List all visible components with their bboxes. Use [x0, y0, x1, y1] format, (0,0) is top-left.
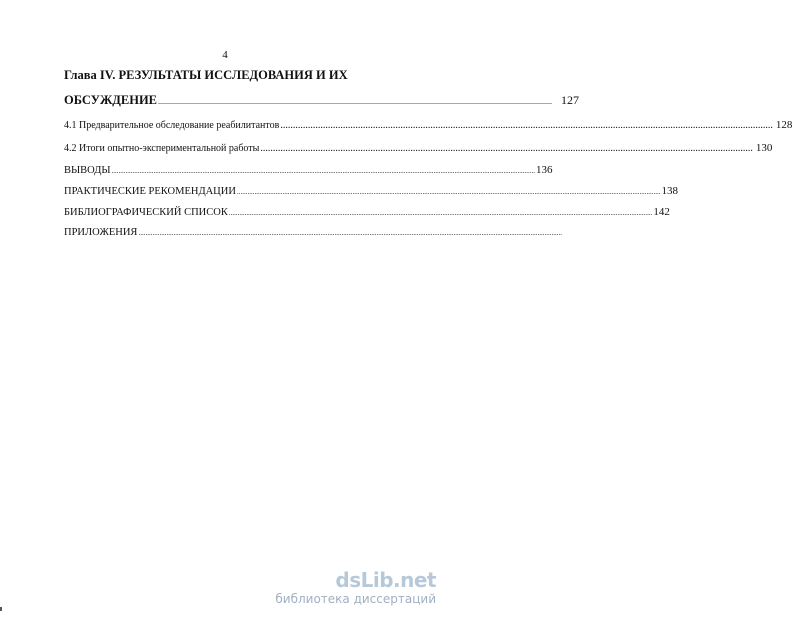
toc-entry-chapter	[64, 93, 580, 108]
toc-entry	[64, 185, 678, 197]
toc-entry-page: 128	[775, 119, 792, 131]
toc-entry	[64, 206, 670, 218]
toc-entry-label: ПРИЛОЖЕНИЯ	[64, 227, 138, 238]
toc-entry	[64, 142, 773, 154]
watermark-logo: dsLib.net	[335, 568, 436, 592]
toc-entry-page: 136	[536, 164, 553, 176]
toc-entry-label: ПРАКТИЧЕСКИЕ РЕКОМЕНДАЦИИ	[64, 186, 236, 197]
toc-entry	[64, 164, 553, 176]
toc-entry	[64, 227, 562, 238]
toc-entry-label: БИБЛИОГРАФИЧЕСКИЙ СПИСОК	[64, 207, 228, 218]
dot-leader: ..................................................................................................................................................................................................................................................	[138, 229, 562, 237]
dot-leader: .....................................................................................................................................................................................................	[158, 97, 553, 106]
scan-mark	[0, 607, 2, 611]
toc-entry-label: 4.2 Итоги опытно-экспериментальной работы	[64, 143, 260, 154]
chapter-page-number: 127	[561, 93, 580, 107]
watermark-subtitle: библиотека диссертаций	[275, 592, 436, 606]
toc-entry-page: 138	[661, 185, 678, 197]
dot-leader: .....................................................................................................................................................................................................	[280, 120, 773, 131]
toc-entry-label: ВЫВОДЫ	[64, 165, 111, 176]
watermark	[275, 568, 442, 612]
toc-entry-page: 142	[653, 206, 670, 218]
page-number: 4	[222, 49, 228, 61]
dot-leader: ..................................................................................................................................................................................................................................................	[111, 167, 536, 175]
toc-entry-page: 130	[755, 142, 773, 154]
toc-entry-label: 4.1 Предварительное обследование реабилитантов	[64, 120, 280, 131]
chapter-title-line1: Глава IV. РЕЗУЛЬТАТЫ ИССЛЕДОВАНИЯ И ИХ	[64, 68, 348, 82]
toc-entry	[64, 119, 792, 131]
dot-leader: ..................................................................................................................................................................................................................................................	[236, 188, 661, 196]
chapter-title-line2: ОБСУЖДЕНИЕ	[64, 93, 158, 107]
table-of-contents	[64, 66, 792, 238]
dot-leader: .....................................................................................................................................................................................................	[260, 143, 753, 154]
dot-leader: ..................................................................................................................................................................................................................................................	[228, 209, 653, 217]
